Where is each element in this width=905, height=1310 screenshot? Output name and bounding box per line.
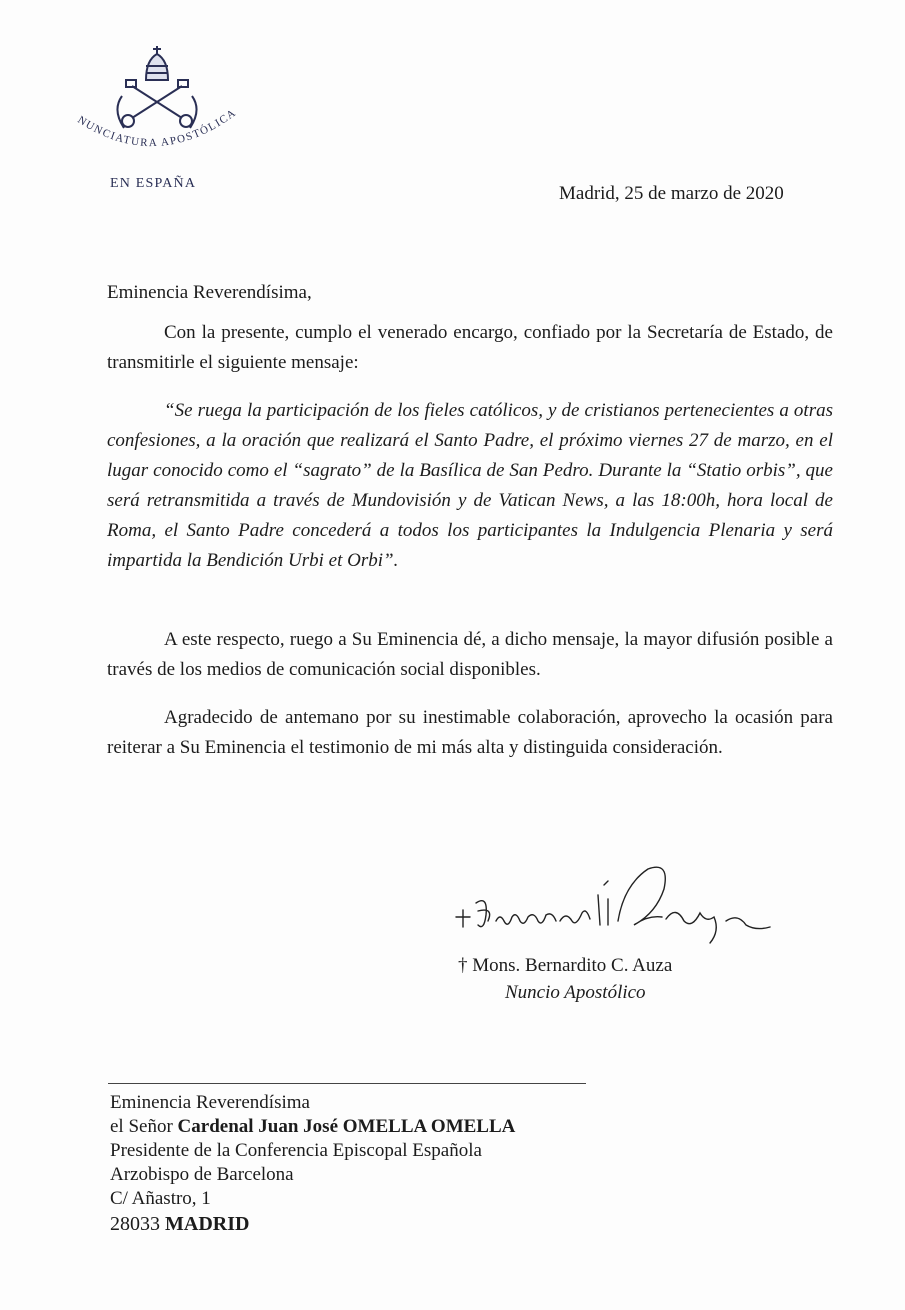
quoted-message: “Se ruega la participación de los fieles católicos, y de cristianos pertenecientes a otras confesiones, a la oración que realizará el Santo Padre, el próximo viernes 27 de marzo, en el lugar conocido como el “sagrato” de la Basílica de San Pedro. Durante la “Statio orbis”, que será retransmitida a través de Mundovisión y de Vatican News, a las 18:00h, hora local de Roma, el Santo Padre concederá a todos los participantes la Indulgencia Plenaria y será impartida la Bendición Urbi et Orbi”. [107, 400, 833, 571]
address-divider [108, 1083, 586, 1084]
recipient-prefix: el Señor [110, 1116, 178, 1137]
salutation: Eminencia Reverendísima, [107, 282, 312, 303]
letterhead-subtitle: EN ESPAÑA [110, 176, 197, 191]
signer-name: † Mons. Bernardito C. Auza [458, 955, 673, 976]
request-paragraph: A este respecto, ruego a Su Eminencia dé, a dicho mensaje, la mayor difusión posible a través de los medios de comunicación social disponibles. [107, 629, 833, 680]
papal-nunciature-emblem [62, 38, 252, 168]
letterhead-arc-text: NUNCIATURA APOSTÓLICA [75, 106, 239, 150]
handwritten-signature [448, 855, 778, 955]
signer-title: Nuncio Apostólico [505, 982, 646, 1003]
intro-paragraph: Con la presente, cumplo el venerado encargo, confiado por la Secretaría de Estado, de transmitirle el siguiente mensaje: [107, 322, 833, 373]
recipient-line-2 [110, 1115, 515, 1139]
closing-paragraph: Agradecido de antemano por su inestimable colaboración, aprovecho la ocasión para reiterar a Su Eminencia el testimonio de mi más alta y distinguida consideración. [107, 707, 833, 758]
recipient-city: MADRID [165, 1213, 250, 1235]
date-line: Madrid, 25 de marzo de 2020 [559, 183, 784, 204]
recipient-name: Cardenal Juan José OMELLA OMELLA [177, 1116, 516, 1137]
recipient-line-4: Arzobispo de Barcelona [110, 1164, 294, 1185]
recipient-street: C/ Añastro, 1 [110, 1188, 211, 1209]
svg-text:NUNCIATURA APOSTÓLICA [75, 107, 239, 150]
recipient-line-3: Presidente de la Conferencia Episcopal Española [110, 1140, 482, 1161]
recipient-line-1: Eminencia Reverendísima [110, 1092, 310, 1113]
postal-code: 28033 [110, 1213, 165, 1235]
recipient-postal-line [110, 1212, 249, 1236]
